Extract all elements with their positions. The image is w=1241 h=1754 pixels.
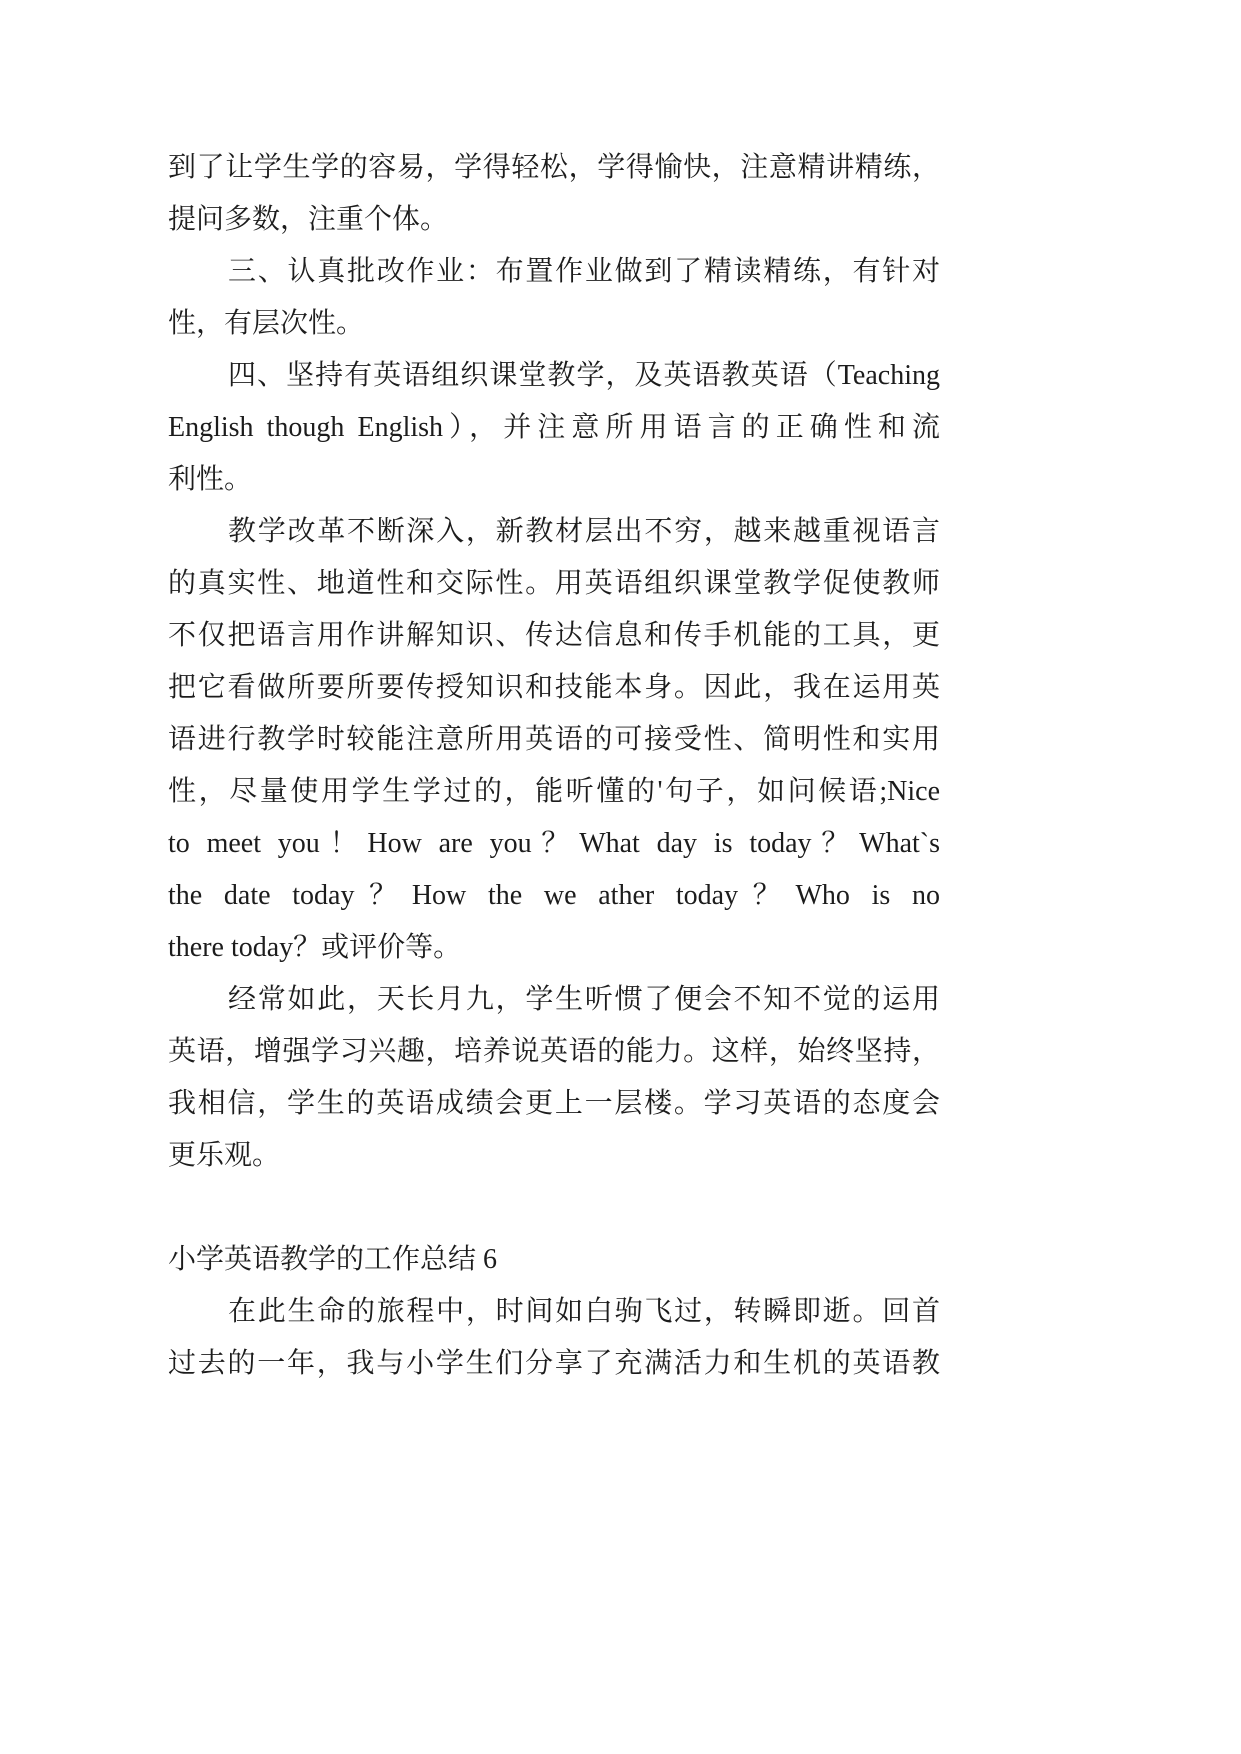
paragraph <box>168 350 940 506</box>
paragraph <box>168 142 940 246</box>
text-line: 过去的一年，我与小学生们分享了充满活力和生机的英语教 <box>168 1348 940 1379</box>
text-line: 三、认真批改作业：布置作业做到了精读精练，有针对 <box>228 256 940 287</box>
blank-line <box>168 1182 940 1234</box>
text-line: 英语，增强学习兴趣，培养说英语的能力。这样，始终坚持， <box>168 1036 940 1067</box>
text-line: 把它看做所要所要传授知识和技能本身。因此，我在运用英 <box>168 672 940 703</box>
text-line: English though English），并注意所用语言的正确性和流 <box>168 412 940 443</box>
text-line: the date today？How the we ather today？Who is no <box>168 880 940 911</box>
text-line: 在此生命的旅程中，时间如白驹飞过，转瞬即逝。回首 <box>228 1296 940 1327</box>
text-line: 更乐观。 <box>168 1140 281 1171</box>
text-line: 经常如此，天长月九，学生听惯了便会不知不觉的运用 <box>228 984 940 1015</box>
text-line: 四、坚持有英语组织课堂教学，及英语教英语（Teaching <box>228 360 940 391</box>
text-line: 到了让学生学的容易，学得轻松，学得愉快，注意精讲精练， <box>168 152 940 183</box>
paragraph <box>168 246 940 350</box>
paragraph <box>168 506 940 974</box>
text-line: 语进行教学时较能注意所用英语的可接受性、简明性和实用 <box>168 724 940 755</box>
text-line: 不仅把语言用作讲解知识、传达信息和传手机能的工具，更 <box>168 620 940 651</box>
document-body <box>168 142 940 1390</box>
section-title: 小学英语教学的工作总结 6 <box>168 1244 498 1275</box>
text-line: to meet you！How are you？What day is today？What`s <box>168 828 940 859</box>
text-line: 我相信，学生的英语成绩会更上一层楼。学习英语的态度会 <box>168 1088 940 1119</box>
text-line: 性，有层次性。 <box>168 308 365 339</box>
paragraph <box>168 974 940 1182</box>
text-line: 性，尽量使用学生学过的，能听懂的'句子，如问候语;Nice <box>168 776 940 807</box>
text-line: 利性。 <box>168 464 253 495</box>
paragraph <box>168 1286 940 1390</box>
text-line: 教学改革不断深入，新教材层出不穷，越来越重视语言 <box>228 516 940 547</box>
text-line: 的真实性、地道性和交际性。用英语组织课堂教学促使教师 <box>168 568 940 599</box>
text-line: 提问多数，注重个体。 <box>168 204 449 235</box>
text-line: there today？或评价等。 <box>168 932 462 963</box>
